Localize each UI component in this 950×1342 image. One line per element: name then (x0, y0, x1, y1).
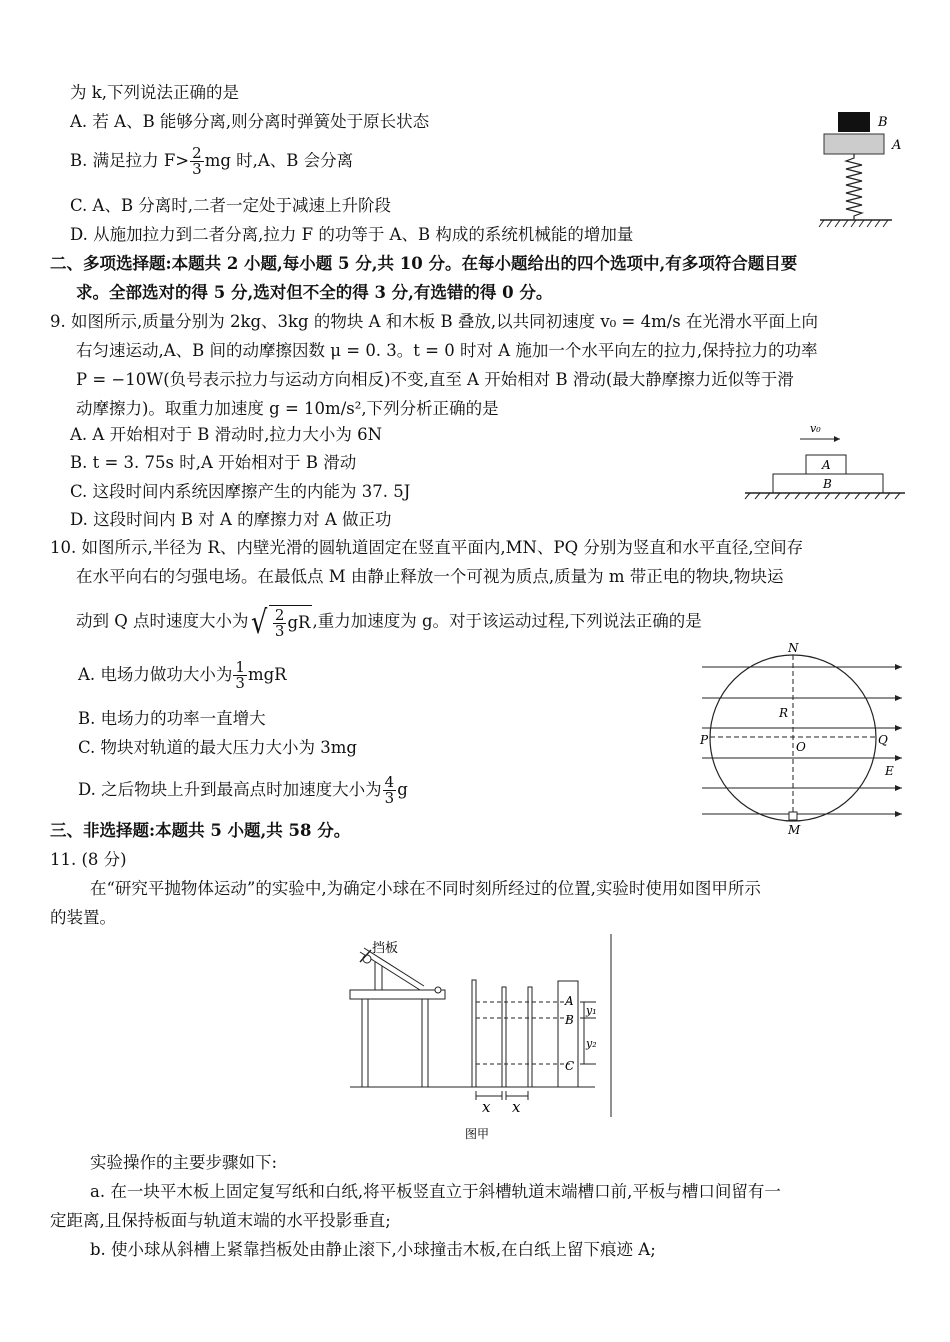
fig-baffle-label: 挡板 (372, 941, 399, 956)
particle (789, 812, 797, 820)
spring-figure (810, 108, 910, 233)
block-a (824, 134, 884, 154)
fig-n-label: N (788, 641, 799, 655)
fig-y1-label: y₁ (586, 1004, 597, 1017)
board-figure (740, 422, 910, 502)
sqrt-sign: √ (250, 603, 267, 641)
q10-stem-line3-tail: ,重力加速度为 g。对于该运动过程,下列说法正确的是 (312, 611, 702, 631)
fig-q-label: Q (878, 733, 888, 747)
q8-option-b-fraction (190, 146, 204, 177)
q11-step-b: b. 使小球从斜槽上紧靠挡板处由静止滚下,小球撞击木板,在白纸上留下痕迹 A; (90, 1240, 656, 1259)
q11-header: 11. (8 分) (50, 850, 127, 869)
q10-stem-line3 (76, 604, 702, 640)
fig-o-label: O (796, 740, 806, 754)
fig-x2-label: x (512, 1098, 521, 1116)
q8-option-b (70, 146, 353, 177)
table-top (350, 990, 445, 999)
section3-heading: 三、非选择题:本题共 5 小题,共 58 分。 (50, 821, 351, 840)
apparatus-figure (340, 932, 620, 1147)
q8-option-b-text: B. 满足拉力 F> (70, 151, 190, 170)
spring (846, 154, 862, 220)
q8-option-d: D. 从施加拉力到二者分离,拉力 F 的功等于 A、B 构成的系统机械能的增加量 (70, 225, 634, 244)
fraction-numerator: 2 (192, 144, 202, 162)
fraction-denominator: 3 (192, 160, 202, 178)
q9-stem-line4: 动摩擦力)。取重力加速度 g = 10m/s²,下列分析正确的是 (76, 399, 499, 418)
fig-x1-label: x (482, 1098, 491, 1116)
q10-option-c: C. 物块对轨道的最大压力大小为 3mg (78, 738, 357, 757)
fraction-denominator: 3 (235, 674, 245, 692)
q11-intro-line2: 的装置。 (50, 908, 116, 927)
q11-step-a-line2: 定距离,且保持板面与轨道末端的水平投影垂直; (50, 1211, 391, 1230)
fraction-numerator: 2 (274, 606, 285, 624)
fig-b-label: B (823, 477, 832, 491)
fig-label-a: A (892, 138, 902, 153)
q9-stem-line1: 9. 如图所示,质量分别为 2kg、3kg 的物块 A 和木板 B 叠放,以共同初速度 v₀ = 4m/s 在光滑水平面上向 (50, 312, 819, 331)
fig-y2-label: y₂ (586, 1037, 597, 1050)
q9-stem-line3: P = −10W(负号表示拉力与运动方向相反)不变,直至 A 开始相对 B 滑动(最大静摩擦力近似等于滑 (76, 370, 794, 389)
ball (363, 955, 371, 963)
q9-option-c: C. 这段时间内系统因摩擦产生的内能为 37. 5J (70, 482, 411, 501)
q10-option-d (78, 775, 408, 806)
fraction-numerator: 4 (384, 773, 395, 791)
track-end-ball (435, 987, 441, 993)
block-b (838, 112, 870, 132)
q9-option-b: B. t = 3. 75s 时,A 开始相对于 B 滑动 (70, 453, 357, 472)
ground-hatch (745, 493, 900, 499)
q10-option-d-tail: g (397, 780, 408, 799)
fig-p-label: P (700, 733, 709, 747)
q10-option-d-fraction (383, 775, 397, 806)
q9-option-d: D. 这段时间内 B 对 A 的摩擦力对 A 做正功 (70, 510, 392, 529)
fig-c-label: C (565, 1059, 575, 1073)
q8-option-a: A. 若 A、B 能够分离,则分离时弹簧处于原长状态 (70, 112, 430, 131)
fraction-denominator: 3 (384, 789, 395, 807)
fig-e-label: E (885, 764, 894, 778)
q8-option-b-tail: mg 时,A、B 会分离 (204, 151, 354, 170)
q10-stem-line1: 10. 如图所示,半径为 R、内壁光滑的圆轨道固定在竖直平面内,MN、PQ 分别为竖直和水平直径,空间存 (50, 538, 804, 557)
field-arrowheads (895, 664, 902, 817)
section2-heading-line1: 二、多项选择题:本题共 2 小题,每小题 5 分,共 10 分。在每小题给出的四个选项中,有多项符合题目要 (50, 254, 798, 273)
q11-intro-line1: 在“研究平抛物体运动”的实验中,为确定小球在不同时刻所经过的位置,实验时使用如图甲所示 (90, 879, 761, 898)
q9-stem-line2: 右匀速运动,A、B 间的动摩擦因数 μ = 0. 3。t = 0 时对 A 施加一个水平向左的拉力,保持拉力的功率 (76, 341, 818, 360)
fig-a-label: A (565, 994, 574, 1008)
q10-stem-line3-text: 动到 Q 点时速度大小为 (76, 611, 249, 631)
fig-r-label: R (779, 706, 789, 720)
q10-option-d-text: D. 之后物块上升到最高点时加速度大小为 (78, 780, 382, 799)
fig-b-label: B (565, 1013, 574, 1027)
circle-track-figure (700, 640, 910, 840)
q9-option-a: A. A 开始相对于 B 滑动时,拉力大小为 6N (70, 425, 383, 444)
board-1 (472, 980, 476, 1087)
fig-a-label: A (822, 458, 831, 472)
sqrt-body (269, 605, 313, 639)
q8-stem-tail: 为 k,下列说法正确的是 (70, 83, 239, 102)
q10-option-a-fraction (233, 660, 247, 691)
q10-option-b: B. 电场力的功率一直增大 (78, 709, 266, 728)
q11-step-a-line1: a. 在一块平木板上固定复写纸和白纸,将平板竖直立于斜槽轨道末端槽口前,平板与槽口间留有一 (90, 1182, 781, 1201)
ground-hatch (819, 220, 888, 227)
fig-m-label: M (788, 823, 801, 837)
q10-stem-line2: 在水平向右的匀强电场。在最低点 M 由静止释放一个可视为质点,质量为 m 带正电的物块,物块运 (76, 567, 784, 586)
section2-heading-line2: 求。全部选对的得 5 分,选对但不全的得 3 分,有选错的得 0 分。 (76, 283, 553, 302)
sqrt-radicand: gR (287, 613, 311, 632)
q10-option-a (78, 660, 287, 691)
q10-option-a-tail: mgR (247, 665, 287, 684)
fig-caption: 图甲 (465, 1127, 490, 1141)
fig-label-b: B (878, 115, 888, 130)
velocity-arrowhead (834, 436, 840, 442)
q10-option-a-text: A. 电场力做功大小为 (78, 665, 233, 684)
fraction-numerator: 1 (235, 658, 245, 676)
fig-v0-label: v₀ (810, 422, 821, 435)
q11-steps-title: 实验操作的主要步骤如下: (90, 1153, 278, 1172)
sqrt-fraction (273, 608, 287, 639)
q8-option-c: C. A、B 分离时,二者一定处于减速上升阶段 (70, 196, 392, 215)
fraction-denominator: 3 (274, 622, 285, 640)
